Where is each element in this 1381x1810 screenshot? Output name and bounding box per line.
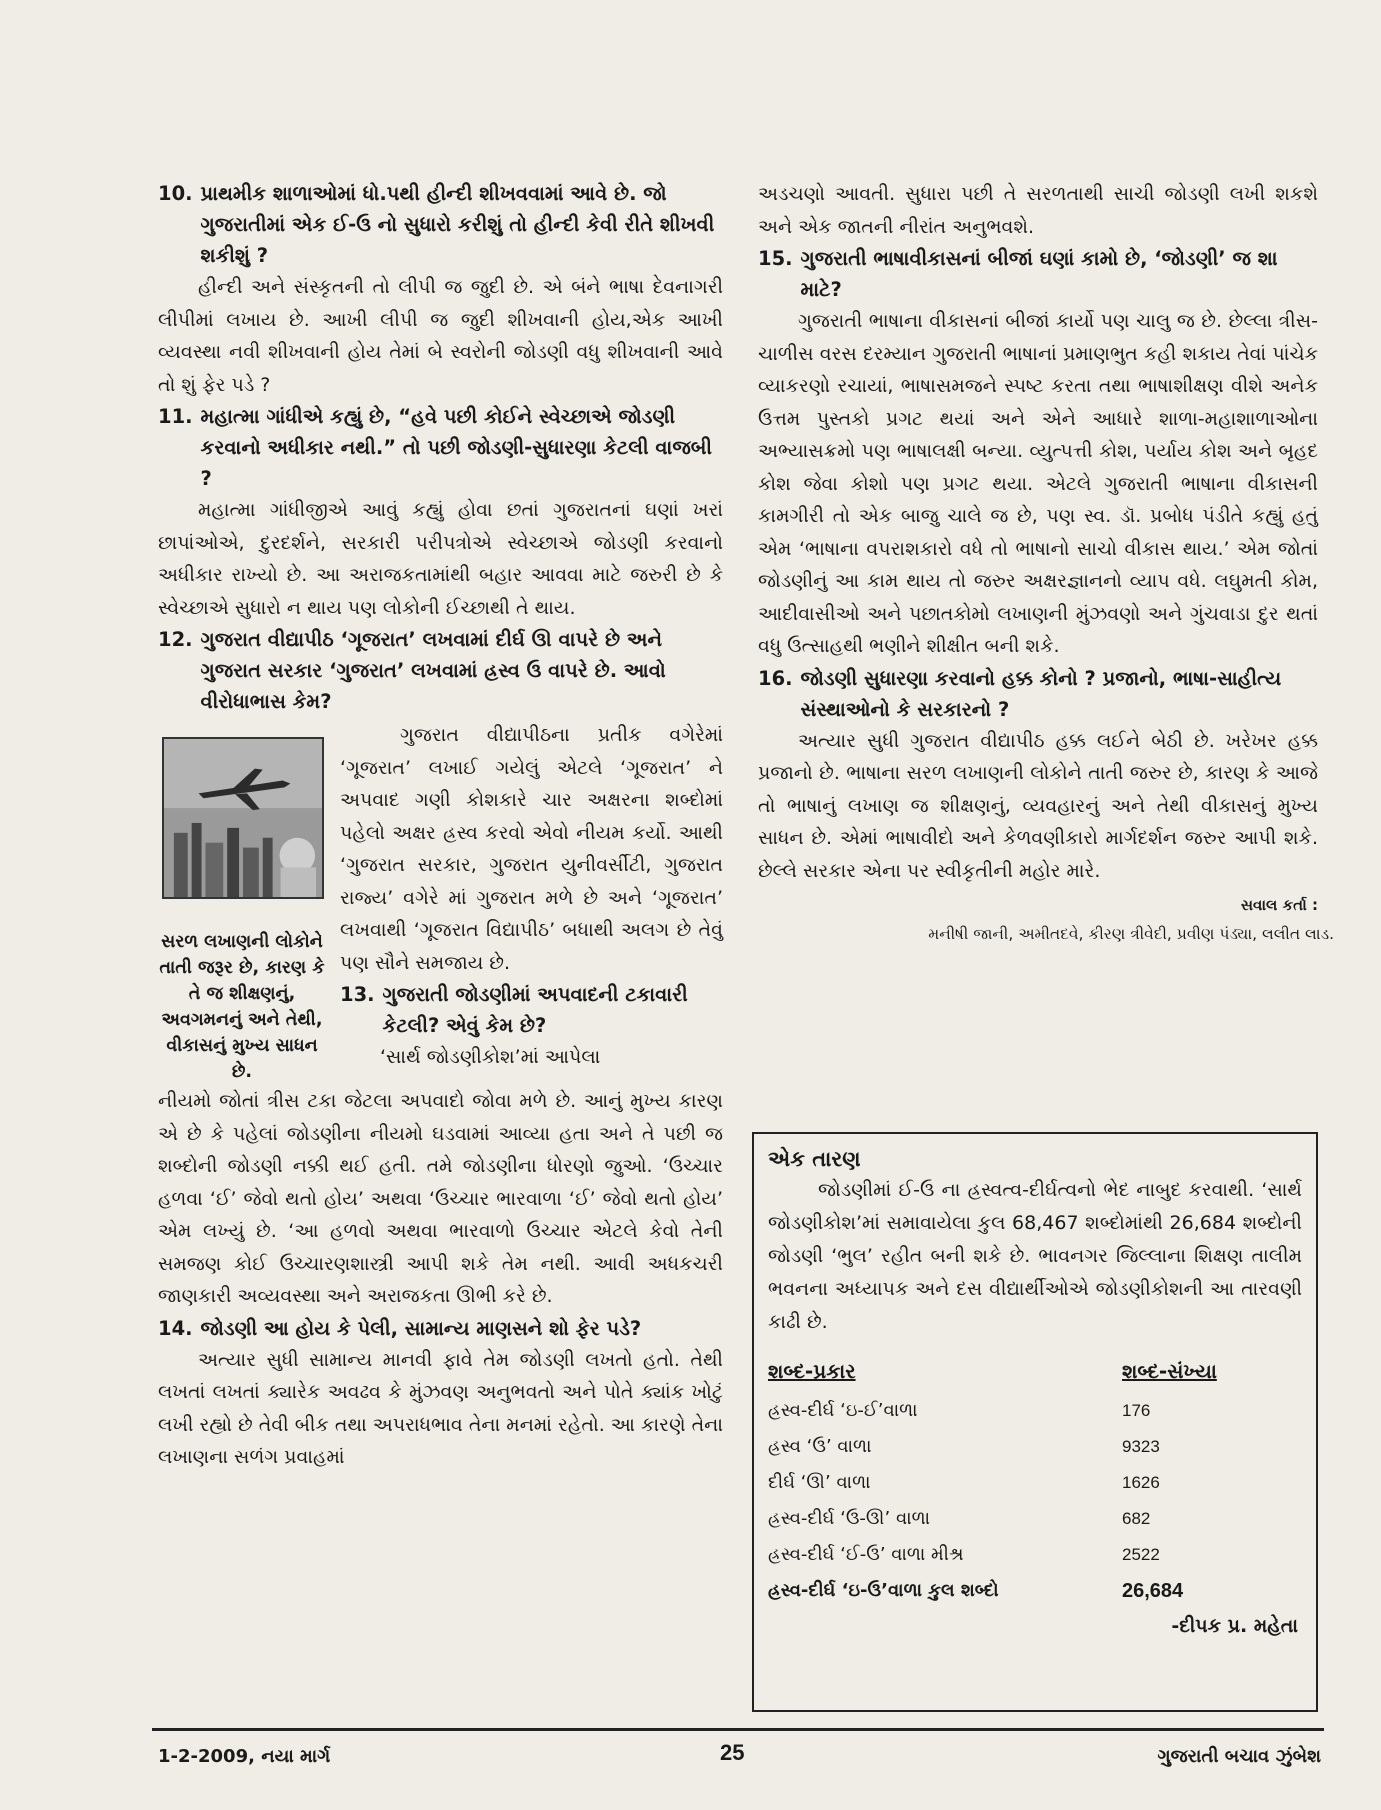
total-count: 26,684 <box>1122 1580 1184 1602</box>
question-text: ગુજરાતી ભાષાવીકાસનાં બીજાં ઘણાં કામો છે, ‘જોડણી’ જ શા માટે? <box>800 247 1278 301</box>
answer-13-start: ‘સાર્થ જોડણીકોશ’માં આપેલા <box>380 1046 601 1068</box>
right-column <box>758 178 1334 949</box>
footer-campaign-name: ગુજરાતી બચાવ ઝુંબેશ <box>1157 1746 1321 1767</box>
answer-14-continued: અડચણો આવતી. સુધારા પછી તે સરળતાથી સાચી જોડણી લખી શકશે અને એક જાતની નીરાંત અનુભવશે. <box>758 183 1318 238</box>
row-type: હ્રસ્વ-દીર્ઘ ‘ઇ-ઈ’વાળા <box>768 1400 918 1421</box>
question-14 <box>158 1313 723 1344</box>
footer-date-publication: 1-2-2009, નયા માર્ગ <box>158 1746 331 1767</box>
row-count: 9323 <box>1122 1437 1160 1456</box>
table-row <box>768 1537 1302 1573</box>
question-text: ગુજરાત વીદ્યાપીઠ ‘ગૂજરાત’ લખવામાં દીર્ઘ ઊ વાપરે છે અને ગુજરાત સરકાર ‘ગુજરાત’ લખવામાં હ્રસ્વ ઉ વાપરે છે. આવો વીરોધાભાસ કેમ? <box>200 628 666 713</box>
question-12 <box>158 624 723 717</box>
answer-11: મહાત્મા ગાંધીજીએ આવું કહ્યું હોવા છતાં ગુજરાતનાં ઘણાં ખરાં છાપાંઓએ, દુરદર્શને, સરકારી પરીપત્રોએ સ્વેચ્છાએ જોડણી કરવાનો અધીકાર રાખ્યો છે. આ અરાજકતામાંથી બહાર આવવા માટે જરુરી છે કે સ્વેચ્છાએ સુધારો ન થાય પણ લોકોની ઈચ્છાથી તે થાય. <box>158 499 723 619</box>
left-column <box>158 178 723 1474</box>
figure-box <box>158 719 326 1085</box>
airplane-city-photo <box>162 737 324 899</box>
figure-row <box>158 719 723 1085</box>
row-type: હ્રસ્વ-દીર્ઘ ‘ઉ-ઊ’ વાળા <box>768 1508 931 1529</box>
summary-body: જોડણીમાં ઈ-ઉ ના હ્રસ્વત્વ-દીર્ઘત્વનો ભેદ નાબુદ કરવાથી. ‘સાર્થ જોડણીકોશ’માં સમાવાયેલા કુલ 68,467 શબ્દોમાંથી 26,684 શબ્દોની જોડણી ‘ભુલ’ રહીત બની શકે છે. ભાવનગર જિલ્લાના શિક્ષણ તાલીમ ભવનના અધ્યાપક અને દસ વીદ્યાર્થીઓએ જોડણીકોશની આ તારવણી કાઢી છે. <box>768 1179 1302 1333</box>
word-count-table <box>768 1353 1302 1609</box>
row-count: 176 <box>1122 1401 1151 1420</box>
answer-13: નીયમો જોતાં ત્રીસ ટકા જેટલા અપવાદો જોવા મળે છે. આનું મુખ્ય કારણ એ છે કે પહેલાં જોડણીના નીયમો ઘડવામાં આવ્યા હતા અને તે પછી જ શબ્દોની જોડણી નક્કી થઈ હતી. તમે જોડણીના ધોરણો જુઓ. ‘ઉચ્ચાર હળવા ‘ઈ’ જેવો થતો હોય’ અથવા ‘ઉચ્ચાર ભારવાળા ‘ઈ’ જેવો થતો હોય’ એમ લખ્યું છે. ‘આ હળવો અથવા ભારવાળો ઉચ્ચાર એટલે કેવો તેની સમજણ કોઈ ઉચ્ચારણશાસ્ત્રી આપી શકે તેમ નથી. આવી અધકચરી જાણકારી અવ્યવસ્થા અને અરાજકતા ઊભી કરે છે. <box>158 1090 723 1307</box>
table-total-row <box>768 1573 1302 1609</box>
question-number: 15. <box>758 247 793 270</box>
question-number: 13. <box>340 983 375 1006</box>
question-10 <box>158 178 723 271</box>
table-row <box>768 1465 1302 1501</box>
question-text: જોડણી સુધારણા કરવાનો હક્ક કોનો ? પ્રજાનો, ભાષા-સાહીત્ય સંસ્થાઓનો કે સરકારનો ? <box>800 666 1282 721</box>
question-11 <box>158 401 723 494</box>
column-header-type: શબ્દ-પ્રકાર <box>768 1359 856 1383</box>
summary-title: એક તારણ <box>768 1147 861 1171</box>
question-text: ગુજરાતી જોડણીમાં અપવાદની ટકાવારી કેટલી? એવું કેમ છે? <box>382 983 688 1037</box>
photo-caption: સરળ લખાણની લોકોને તાતી જરૂર છે, કારણ કે તે જ શીક્ષણનું, અવગમનનું અને તેથી, વીકાસનું મુખ્ય સાધન છે. <box>159 932 325 1082</box>
question-15 <box>758 243 1318 305</box>
row-count: 682 <box>1122 1509 1151 1528</box>
column-header-count: શબ્દ-સંખ્યા <box>1122 1359 1217 1383</box>
figure-text <box>340 719 723 1085</box>
answer-15: ગુજરાતી ભાષાના વીકાસનાં બીજાં કાર્યો પણ ચાલુ જ છે. છેલ્લા ત્રીસ-ચાળીસ વરસ દરમ્યાન ગુજરાતી ભાષાનાં પ્રમાણભુત કહી શકાય તેવાં પાંચેક વ્યાકરણો રચાયાં, ભાષાસમજને સ્પષ્ટ કરતા તથા ભાષાશીક્ષણ વીશે અનેક ઉત્તમ પુસ્તકો પ્રગટ થયાં અને એને આધારે શાળા-મહાશાળાઓના અભ્યાસક્રમો પણ ભાષાલક્ષી બન્યા. વ્યુત્પત્તી કોશ, પર્યાય કોશ અને બૃહદ કોશ જેવા કોશો પણ પ્રગટ થયા. એટલે ગુજરાતી ભાષાના વીકાસની કામગીરી તો એક બાજુ ચાલે જ છે, પણ સ્વ. ડૉ. પ્રબોધ પંડીતે કહ્યું હતું એમ ‘ભાષાના વપરાશકારો વધે તો ભાષાનો સાચો વીકાસ થાય.’ એમ જોતાં જોડણીનું આ કામ થાય તો જરુર અક્ષરજ્ઞાનનો વ્યાપ વધે. લઘુમતી કોમ, આદીવાસીઓ અને પછાતકોમો લખાણની મુંઝવણો અને ગુંચવાડા દુર થતાં વધુ ઉત્સાહથી ભણીને શીક્ષીત બની શકે. <box>758 310 1318 657</box>
question-text: જોડણી આ હોય કે પેલી, સામાન્ય માણસને શો ફેર પડે? <box>200 1316 642 1340</box>
answer-14: અત્યાર સુધી સામાન્ય માનવી ફાવે તેમ જોડણી લખતો હતો. તેથી લખતાં લખતાં ક્યારેક અવઢવ કે મુંઝવણ અનુભવતો અને પોતે ક્યાંક ખોટું લખી રહ્યો છે તેવી બીક તથા અપરાધભાવ તેના મનમાં રહેતો. આ કારણે તેના લખાણના સળંગ પ્રવાહમાં <box>158 1348 723 1468</box>
answer-16: અત્યાર સુધી ગુજરાત વીદ્યાપીઠ હક્ક લઈને બેઠી છે. ખરેખર હક્ક પ્રજાનો છે. ભાષાના સરળ લખાણની લોકોને તાતી જરુર છે, કારણ કે આજે તો ભાષાનું લખાણ જ શીક્ષણનું, વ્યવહારનું અને તેથી વીકાસનું મુખ્ય સાધન છે. એમાં ભાષાવીદો અને કેળવણીકારો માર્ગદર્શન જરુર આપી શકે. છેલ્લે સરકાર એના પર સ્વીકૃતીની મહોર મારે. <box>758 729 1318 882</box>
table-row <box>768 1501 1302 1537</box>
question-text: મહાત્મા ગાંધીએ કહ્યું છે, “હવે પછી કોઈને સ્વેચ્છાએ જોડણી કરવાનો અધીકાર નથી.” તો પછી જોડણી-સુધારણા કેટલી વાજબી ? <box>200 405 712 490</box>
row-type: હ્રસ્વ ‘ઉ’ વાળા <box>768 1436 872 1457</box>
answer-10: હીન્દી અને સંસ્કૃતની તો લીપી જ જુદી છે. એ બંને ભાષા દેવનાગરી લીપીમાં લખાય છે. આખી લીપી જ જુદી શીખવાની હોય,એક આખી વ્યવસ્થા નવી શીખવાની હોય તેમાં બે સ્વરોની જોડણી વધુ શીખવાની આવે તો શું ફેર પડે ? <box>158 276 723 396</box>
total-type: હ્રસ્વ-દીર્ઘ ‘ઇ-ઉ’વાળા કુલ શબ્દો <box>768 1580 999 1601</box>
question-number: 11. <box>158 405 193 428</box>
question-number: 10. <box>158 182 193 205</box>
summary-box <box>752 1132 1318 1712</box>
row-count: 2522 <box>1122 1545 1160 1564</box>
row-type: હ્રસ્વ-દીર્ઘ ‘ઈ-ઉ’ વાળા મીશ્ર <box>768 1544 964 1565</box>
question-number: 14. <box>158 1316 193 1340</box>
table-row <box>768 1393 1302 1429</box>
table-row <box>768 1429 1302 1465</box>
question-13 <box>340 979 723 1041</box>
row-type: દીર્ઘ ‘ઊ’ વાળા <box>768 1472 871 1493</box>
question-text: પ્રાથમીક શાળાઓમાં ધો.પથી હીન્દી શીખવવામાં આવે છે. જો ગુજરાતીમાં એક ઈ-ઉ નો સુધારો કરીશું તો હીન્દી કેવી રીતે શીખવી શકીશું ? <box>200 182 715 267</box>
footer-divider <box>152 1728 1324 1731</box>
page-number: 25 <box>720 1740 745 1765</box>
credits-names: મનીષી જાની, અમીતદવે, કીરણ ત્રીવેદી, પ્રવીણ પંડ્યા, લલીત લાડ. <box>928 925 1334 943</box>
table-header-row <box>768 1353 1302 1393</box>
answer-12: ગુજરાત વીદ્યાપીઠના પ્રતીક વગેરેમાં ‘ગૂજરાત’ લખાઈ ગયેલું એટલે ‘ગૂજરાત’ ને અપવાદ ગણી કોશકારે ચાર અક્ષરના શબ્દોમાં પહેલો અક્ષર હ્રસ્વ કરવો એવો નીયમ કર્યો. આથી ‘ગુજરાત સરકાર, ગુજરાત યુનીવર્સીટી, ગુજરાત રાજ્ય’ વગેરે માં ગુજરાત મળે છે અને ‘ગૂજરાત’ લખવાથી ‘ગૂજરાત વિદ્યાપીઠ’ બધાથી અલગ છે તેવું પણ સૌને સમજાય છે. <box>340 724 723 974</box>
box-author: -દીપક પ્ર. મહેતા <box>1171 1615 1298 1637</box>
question-number: 16. <box>758 666 793 690</box>
question-16 <box>758 663 1318 725</box>
credits-label: સવાલ કર્તા : <box>1240 896 1318 914</box>
row-count: 1626 <box>1122 1473 1160 1492</box>
question-number: 12. <box>158 628 193 651</box>
